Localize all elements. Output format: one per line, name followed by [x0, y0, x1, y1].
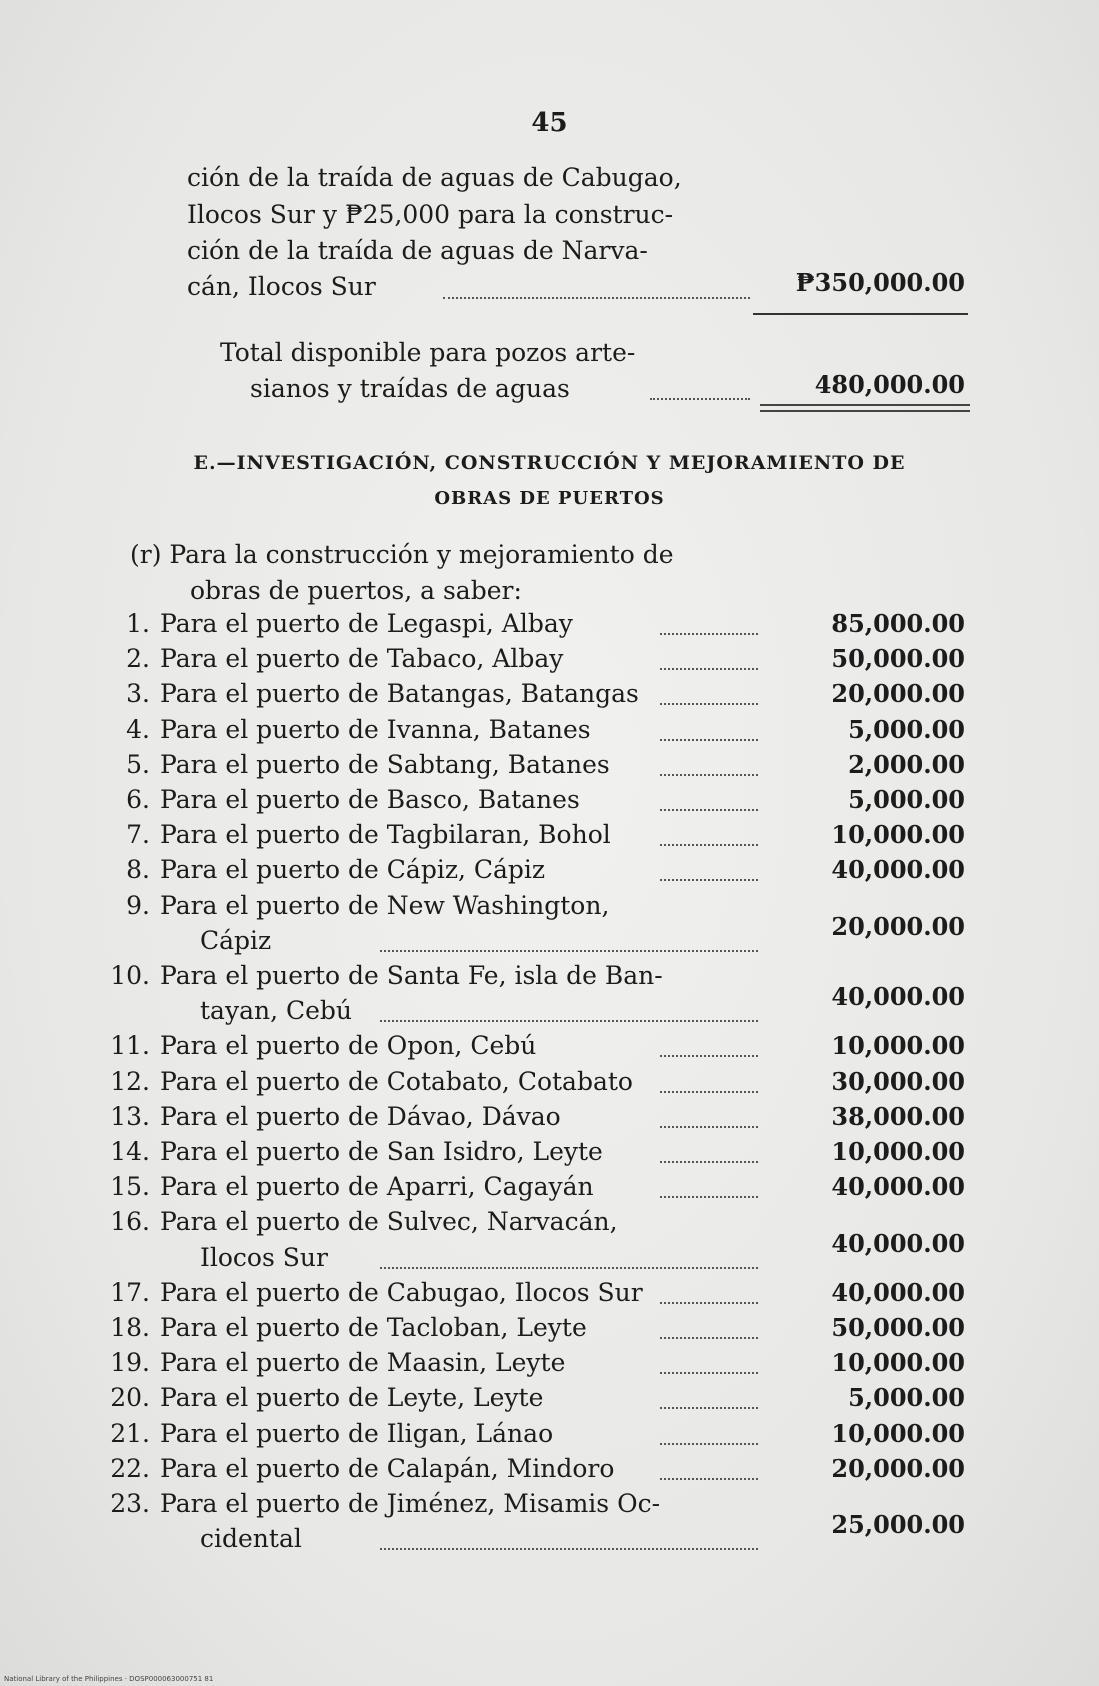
- dot-leader: [443, 297, 750, 299]
- total-line-1: Total disponible para pozos arte-: [220, 338, 636, 367]
- item-line: [98, 855, 545, 885]
- dot-leader: [660, 633, 758, 635]
- item-line: [98, 1454, 614, 1484]
- item-amount: 30,000.00: [831, 1066, 965, 1096]
- item-number: 13.: [110, 1101, 150, 1131]
- clause-line-2: obras de puertos, a saber:: [190, 576, 522, 605]
- item-line: [98, 679, 639, 709]
- item-amount: 85,000.00: [831, 609, 965, 638]
- dot-leader: [660, 1443, 758, 1445]
- item-text: Para el puerto de Maasin, Leyte: [160, 1348, 566, 1378]
- page-number: 45: [531, 108, 568, 138]
- item-text: Para el puerto de Ivanna, Batanes: [160, 714, 591, 744]
- item-text-continued: Ilocos Sur: [200, 1242, 328, 1272]
- item-line: [98, 1137, 603, 1167]
- dot-leader: [660, 1372, 758, 1374]
- intro-line-1: ción de la traída de aguas de Cabugao,: [187, 163, 682, 192]
- item-number: 22.: [110, 1453, 150, 1483]
- item-line: [98, 1102, 561, 1132]
- item-text: Para el puerto de Opon, Cebú: [160, 1031, 537, 1061]
- item-number: 15.: [110, 1172, 150, 1202]
- item-number: 4.: [126, 714, 150, 744]
- item-text: Para el puerto de San Isidro, Leyte: [160, 1137, 603, 1166]
- item-text: Para el puerto de Cotabato, Cotabato: [160, 1066, 633, 1096]
- item-number: 21.: [110, 1418, 150, 1448]
- item-text: Para el puerto de Aparri, Cagayán: [160, 1172, 594, 1202]
- item-line: [98, 820, 611, 850]
- item-amount: 20,000.00: [831, 679, 965, 709]
- item-line: [98, 1419, 553, 1449]
- total-amount: 480,000.00: [814, 370, 965, 399]
- item-text: Para el puerto de Legaspi, Albay: [160, 609, 573, 638]
- item-amount: 40,000.00: [831, 1277, 965, 1307]
- item-line: [98, 1348, 565, 1378]
- item-text: Para el puerto de Leyte, Leyte: [160, 1383, 544, 1413]
- dot-leader: [660, 1302, 758, 1304]
- dot-leader: [660, 668, 758, 670]
- item-amount: 5,000.00: [848, 785, 965, 814]
- item-line: [98, 961, 663, 991]
- item-line: [98, 1172, 594, 1202]
- item-number: 9.: [126, 890, 150, 920]
- sum-rule: [753, 313, 968, 315]
- item-number: 14.: [110, 1137, 150, 1166]
- item-number: 6.: [126, 785, 150, 814]
- item-number: 5.: [126, 749, 150, 779]
- item-number: 20.: [110, 1383, 150, 1413]
- intro-line-2: Ilocos Sur y ₱25,000 para la construc-: [187, 200, 674, 229]
- dot-leader: [660, 809, 758, 811]
- item-line: [98, 1489, 660, 1519]
- item-number: 8.: [126, 855, 150, 885]
- dot-leader: [380, 1267, 758, 1269]
- item-line: [98, 785, 580, 815]
- item-amount: 10,000.00: [831, 820, 965, 850]
- clause-line-1: (r) Para la construcción y mejoramiento de: [130, 540, 674, 569]
- total-line-2: sianos y traídas de aguas: [250, 374, 570, 403]
- dot-leader: [380, 1020, 758, 1022]
- item-amount: 50,000.00: [831, 1313, 965, 1342]
- item-text: Para el puerto de Tabaco, Albay: [160, 644, 564, 674]
- item-line: [98, 1278, 643, 1308]
- item-number: 7.: [126, 820, 150, 850]
- item-number: 17.: [110, 1277, 150, 1307]
- dot-leader: [660, 1407, 758, 1409]
- item-number: 23.: [110, 1489, 150, 1518]
- item-number: 19.: [110, 1348, 150, 1378]
- item-text: Para el puerto de Basco, Batanes: [160, 785, 580, 814]
- item-line: [98, 1383, 543, 1413]
- item-amount: 40,000.00: [831, 1172, 965, 1202]
- dot-leader: [380, 1548, 758, 1550]
- dot-leader: [650, 398, 750, 400]
- item-line: [98, 644, 563, 674]
- item-amount: 10,000.00: [831, 1137, 965, 1166]
- item-amount: 20,000.00: [831, 1453, 965, 1483]
- item-text: Para el puerto de New Washington,: [160, 890, 610, 920]
- item-amount: 5,000.00: [848, 1383, 965, 1413]
- item-line: [98, 891, 609, 921]
- item-number: 16.: [110, 1207, 150, 1237]
- item-number: 10.: [110, 961, 150, 990]
- item-amount: 38,000.00: [831, 1101, 965, 1131]
- dot-leader: [660, 1091, 758, 1093]
- item-amount: 40,000.00: [831, 982, 965, 1012]
- dot-leader: [660, 1196, 758, 1198]
- item-line: [98, 1067, 633, 1097]
- item-amount: 20,000.00: [831, 911, 965, 941]
- item-text: Para el puerto de Dávao, Dávao: [160, 1101, 561, 1131]
- dot-leader: [660, 703, 758, 705]
- item-number: 18.: [110, 1313, 150, 1342]
- item-text: Para el puerto de Jiménez, Misamis Oc-: [160, 1489, 661, 1518]
- item-amount: 25,000.00: [831, 1510, 965, 1540]
- dot-leader: [660, 1126, 758, 1128]
- dot-leader: [380, 950, 758, 952]
- intro-line-3: ción de la traída de aguas de Narva-: [187, 236, 648, 265]
- intro-line-4: cán, Ilocos Sur: [187, 272, 376, 301]
- item-text: Para el puerto de Cabugao, Ilocos Sur: [160, 1277, 643, 1307]
- item-text: Para el puerto de Cápiz, Cápiz: [160, 855, 546, 885]
- dot-leader: [660, 1478, 758, 1480]
- dot-leader: [660, 1161, 758, 1163]
- item-text: Para el puerto de Tacloban, Leyte: [160, 1313, 587, 1342]
- intro-amount: ₱350,000.00: [795, 268, 965, 297]
- item-text: Para el puerto de Santa Fe, isla de Ban-: [160, 961, 663, 990]
- item-line: [98, 715, 591, 745]
- item-text-continued: Cápiz: [200, 925, 272, 955]
- dot-leader: [660, 1337, 758, 1339]
- item-text-continued: tayan, Cebú: [200, 996, 353, 1026]
- item-amount: 40,000.00: [831, 1228, 965, 1258]
- total-double-rule: [760, 404, 970, 412]
- item-text-continued: cidental: [200, 1524, 302, 1554]
- section-heading: E.—INVESTIGACIÓN, CONSTRUCCIÓN Y MEJORAMIENTO DE: [193, 452, 906, 474]
- item-line: [98, 1031, 536, 1061]
- item-amount: 5,000.00: [848, 714, 965, 744]
- dot-leader: [660, 844, 758, 846]
- item-amount: 50,000.00: [831, 644, 965, 674]
- item-number: 11.: [110, 1031, 150, 1061]
- item-text: Para el puerto de Iligan, Lánao: [160, 1418, 554, 1448]
- dot-leader: [660, 879, 758, 881]
- item-number: 12.: [110, 1066, 150, 1096]
- item-line: [98, 1207, 618, 1237]
- item-number: 2.: [126, 644, 150, 674]
- item-text: Para el puerto de Calapán, Mindoro: [160, 1453, 615, 1483]
- item-amount: 2,000.00: [848, 749, 965, 779]
- item-text: Para el puerto de Sulvec, Narvacán,: [160, 1207, 618, 1237]
- item-amount: 40,000.00: [831, 855, 965, 885]
- item-line: [98, 750, 610, 780]
- item-text: Para el puerto de Batangas, Batangas: [160, 679, 639, 709]
- footer-credit: National Library of the Philippines · DOSP000063000751 81: [4, 1675, 214, 1683]
- item-line: [98, 1313, 587, 1343]
- item-number: 3.: [126, 679, 150, 709]
- dot-leader: [660, 739, 758, 741]
- item-amount: 10,000.00: [831, 1348, 965, 1378]
- item-number: 1.: [126, 609, 150, 638]
- dot-leader: [660, 1055, 758, 1057]
- dot-leader: [660, 774, 758, 776]
- section-subheading: OBRAS DE PUERTOS: [434, 488, 665, 509]
- item-amount: 10,000.00: [831, 1418, 965, 1448]
- item-line: [98, 609, 573, 639]
- item-text: Para el puerto de Tagbilaran, Bohol: [160, 820, 611, 850]
- item-text: Para el puerto de Sabtang, Batanes: [160, 749, 610, 779]
- item-amount: 10,000.00: [831, 1031, 965, 1061]
